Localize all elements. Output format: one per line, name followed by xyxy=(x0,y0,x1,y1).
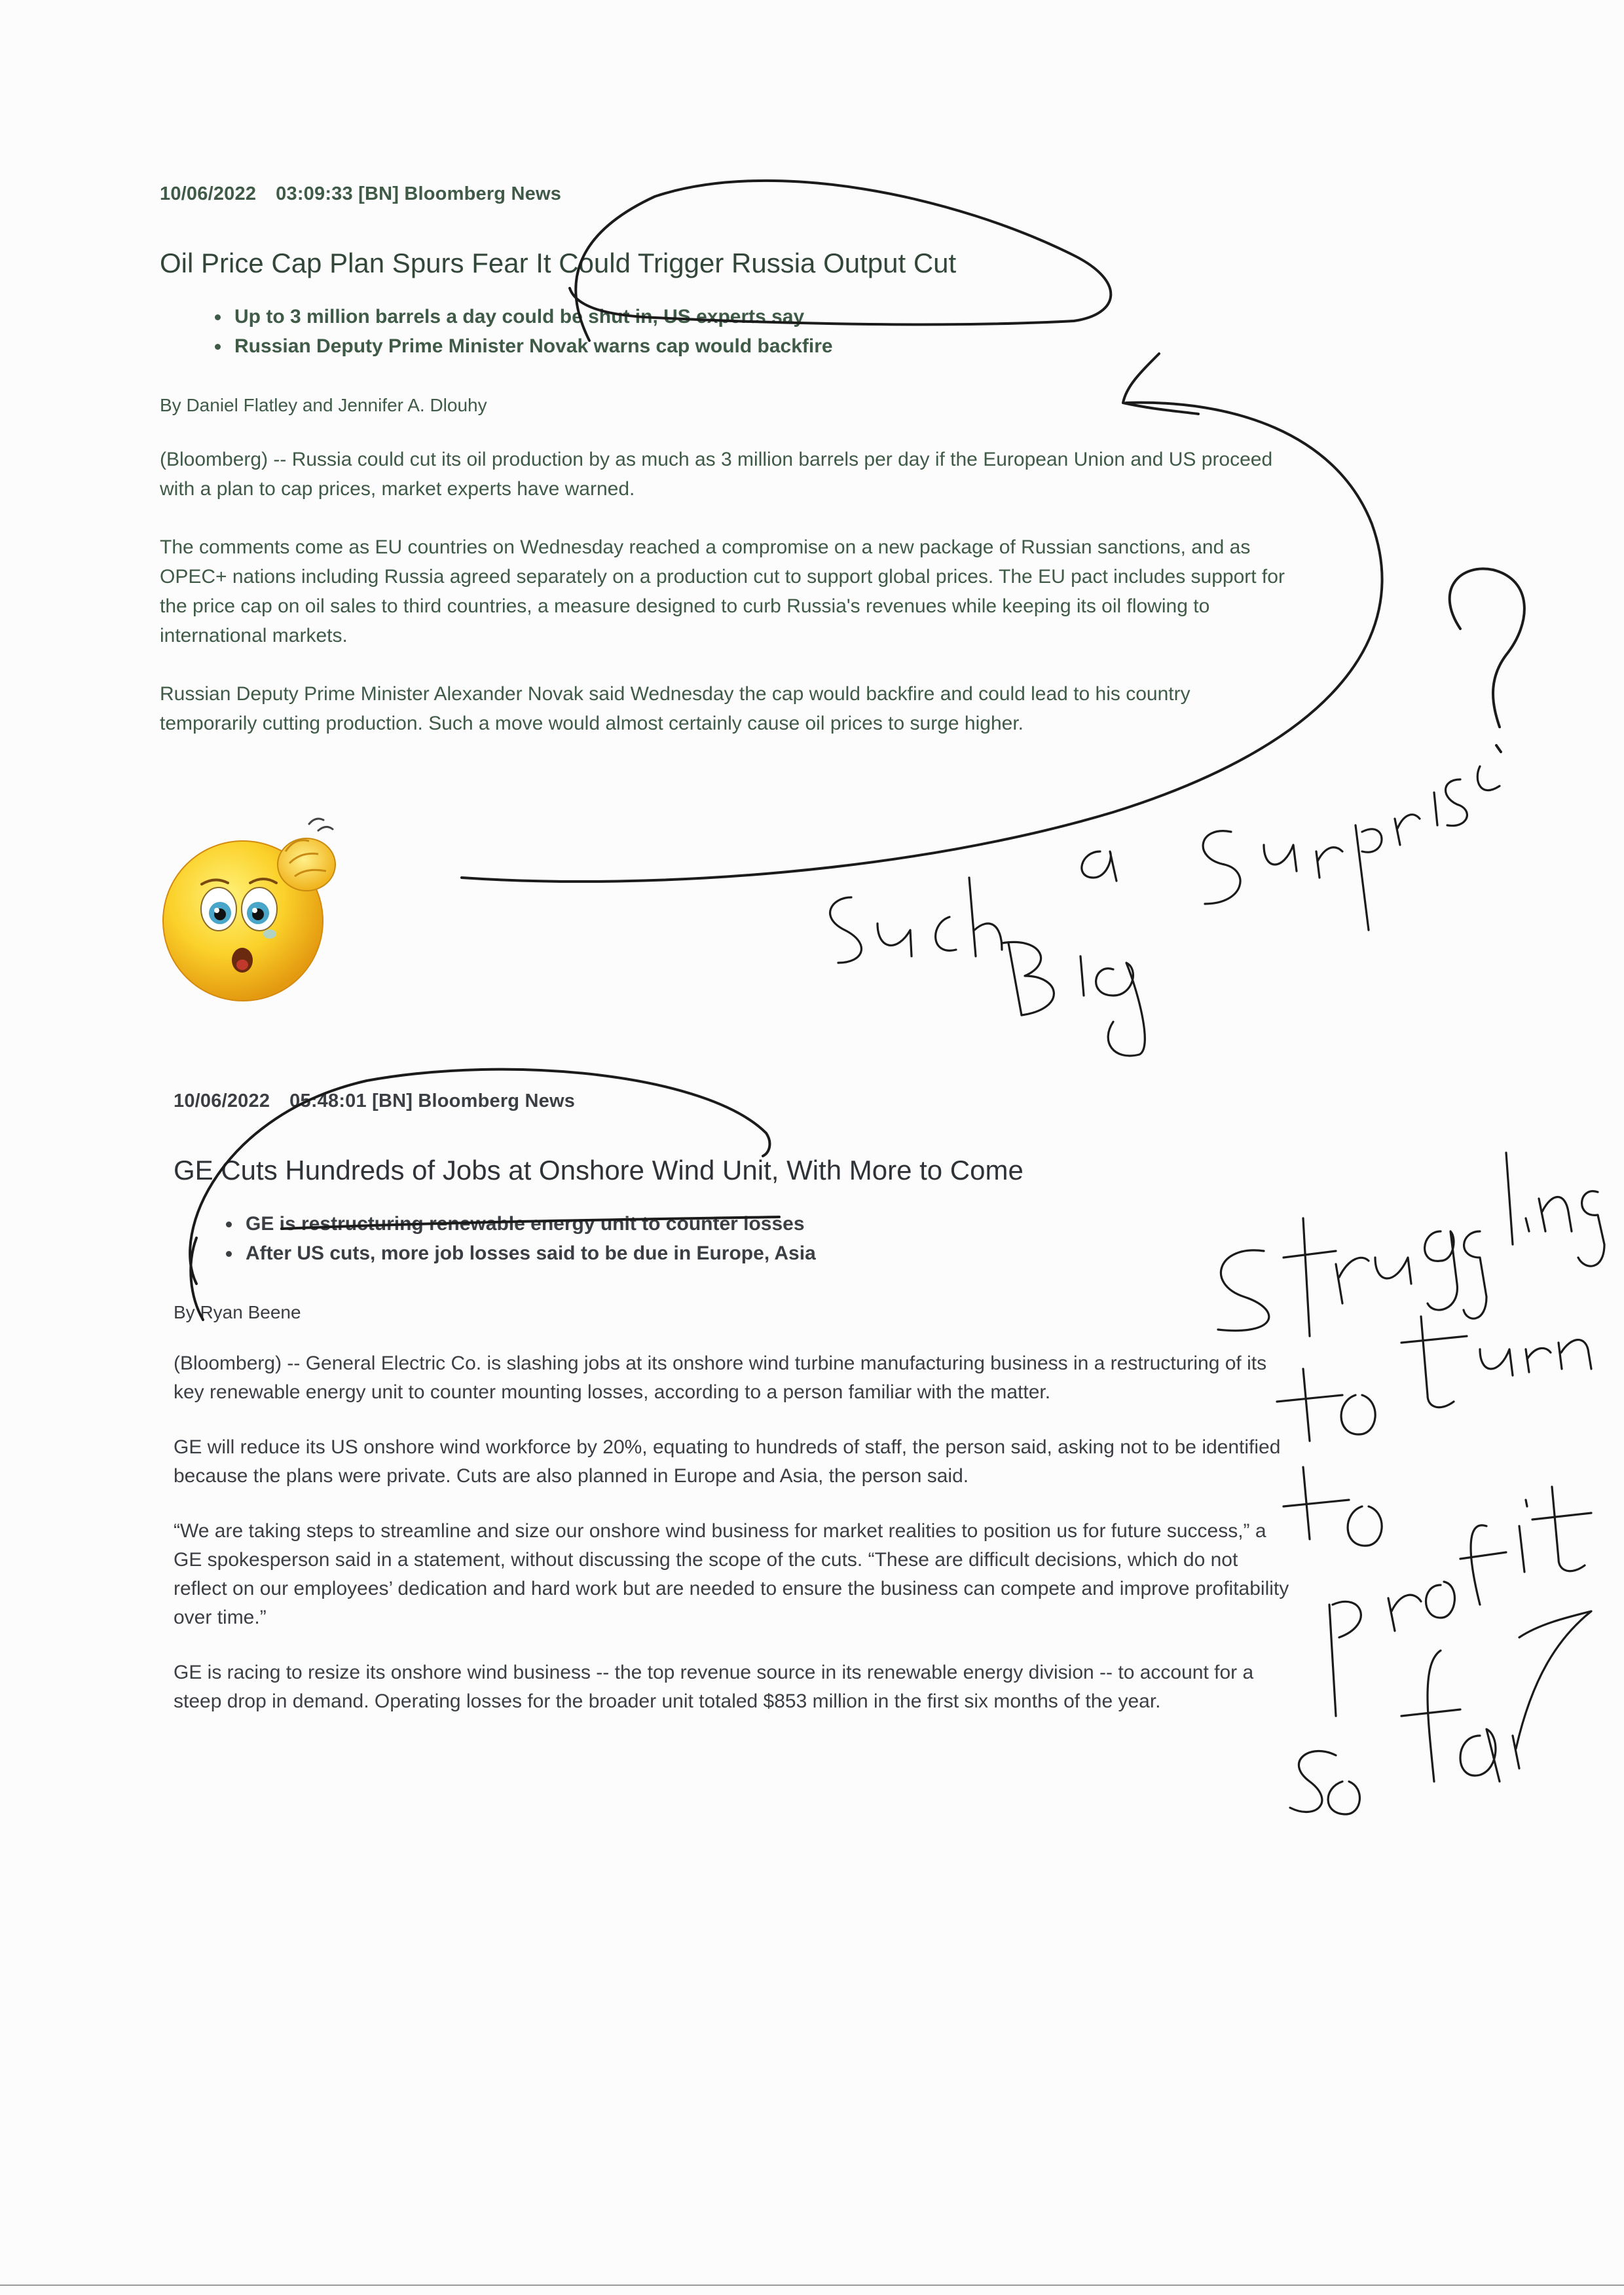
article-headline: Oil Price Cap Plan Spurs Fear It Could Trigger Russia Output Cut xyxy=(160,248,957,278)
ink-word-so-far xyxy=(1290,1611,1591,1814)
ink-word-a xyxy=(1082,851,1116,881)
ink-question-dot xyxy=(1496,745,1501,752)
bullet-item: • Russian Deputy Prime Minister Novak warns cap would backfire xyxy=(231,331,1293,361)
article-paragraph: GE is racing to resize its onshore wind business -- the top revenue source in its renewable energy division -- to account for a steep drop in demand. Operating losses for the broader unit totaled $853 million in the first six months of the year. xyxy=(174,1662,1254,1713)
article-paragraph: Russian Deputy Prime Minister Alexander Novak said Wednesday the cap would backfire and could lead to his country temporarily cutting production. Such a move would almost certainly cause oil prices to surge higher. xyxy=(160,683,1190,735)
ink-word-surprise xyxy=(1203,766,1500,930)
article-ge-wind-jobs xyxy=(174,1091,1290,1736)
bullet-item: • After US cuts, more job losses said to be due in Europe, Asia xyxy=(242,1239,1290,1268)
article-date: 10/06/2022 xyxy=(160,183,257,204)
ink-word-to-profit xyxy=(1283,1467,1591,1716)
article-byline: By Ryan Beene xyxy=(174,1302,301,1323)
ink-word-big xyxy=(1002,942,1145,1056)
article-paragraph: The comments come as EU countries on Wednesday reached a compromise on a new package of Russian sanctions, and as OPEC+ nations including Russia agreed separately on a production cut to support global prices. The EU pact includes support for the price cap on oil sales to third countries, a measure designed to curb Russia's revenues while keeping its oil flowing to international markets. xyxy=(160,536,1285,647)
summary-bullets xyxy=(160,302,1293,361)
article-oil-price-cap xyxy=(160,183,1293,758)
article-date: 10/06/2022 xyxy=(174,1091,270,1111)
ink-word-such xyxy=(830,878,1002,963)
article-paragraph: GE will reduce its US onshore wind workforce by 20%, equating to hundreds of staff, the person said, asking not to be identified because the plans were private. Cuts are also planned in Europe and Asia, the person said. xyxy=(174,1436,1281,1487)
article-dateline xyxy=(160,183,1293,205)
article-dateline xyxy=(174,1091,1290,1112)
scan-edge xyxy=(0,2285,1624,2286)
article-paragraph: “We are taking steps to streamline and size our onshore wind business for market realities to position us for future success,” a GE spokesperson said in a statement, without discussing the scope of the cuts. “These are difficult decisions, which do not reflect on our employees’ dedication and hard work but are needed to ensure the business can compete and improve profitability over time.” xyxy=(174,1520,1289,1629)
bullet-item: • Up to 3 million barrels a day could be shut in, US experts say xyxy=(231,302,1293,331)
article-time-source: 03:09:33 [BN] Bloomberg News xyxy=(276,183,562,204)
article-paragraph: (Bloomberg) -- General Electric Co. is slashing jobs at its onshore wind turbine manufacturing business in a restructuring of its key renewable energy unit to counter mounting losses, according to a person familiar with the matter. xyxy=(174,1353,1267,1404)
summary-bullets xyxy=(174,1209,1290,1268)
bullet-item: • GE is restructuring renewable energy unit to counter losses xyxy=(242,1209,1290,1239)
ink-question-mark xyxy=(1450,569,1524,727)
confused-emoji-icon xyxy=(155,811,351,1007)
article-time-source: 05:48:01 [BN] Bloomberg News xyxy=(289,1091,576,1111)
article-headline: GE Cuts Hundreds of Jobs at Onshore Wind Unit, With More to Come xyxy=(174,1155,1024,1185)
article-paragraph: (Bloomberg) -- Russia could cut its oil production by as much as 3 million barrels per day if the European Union and US proceed with a plan to cap prices, market experts have warned. xyxy=(160,449,1273,500)
article-byline: By Daniel Flatley and Jennifer A. Dlouhy xyxy=(160,395,487,416)
ink-word-to-turn xyxy=(1277,1316,1591,1441)
